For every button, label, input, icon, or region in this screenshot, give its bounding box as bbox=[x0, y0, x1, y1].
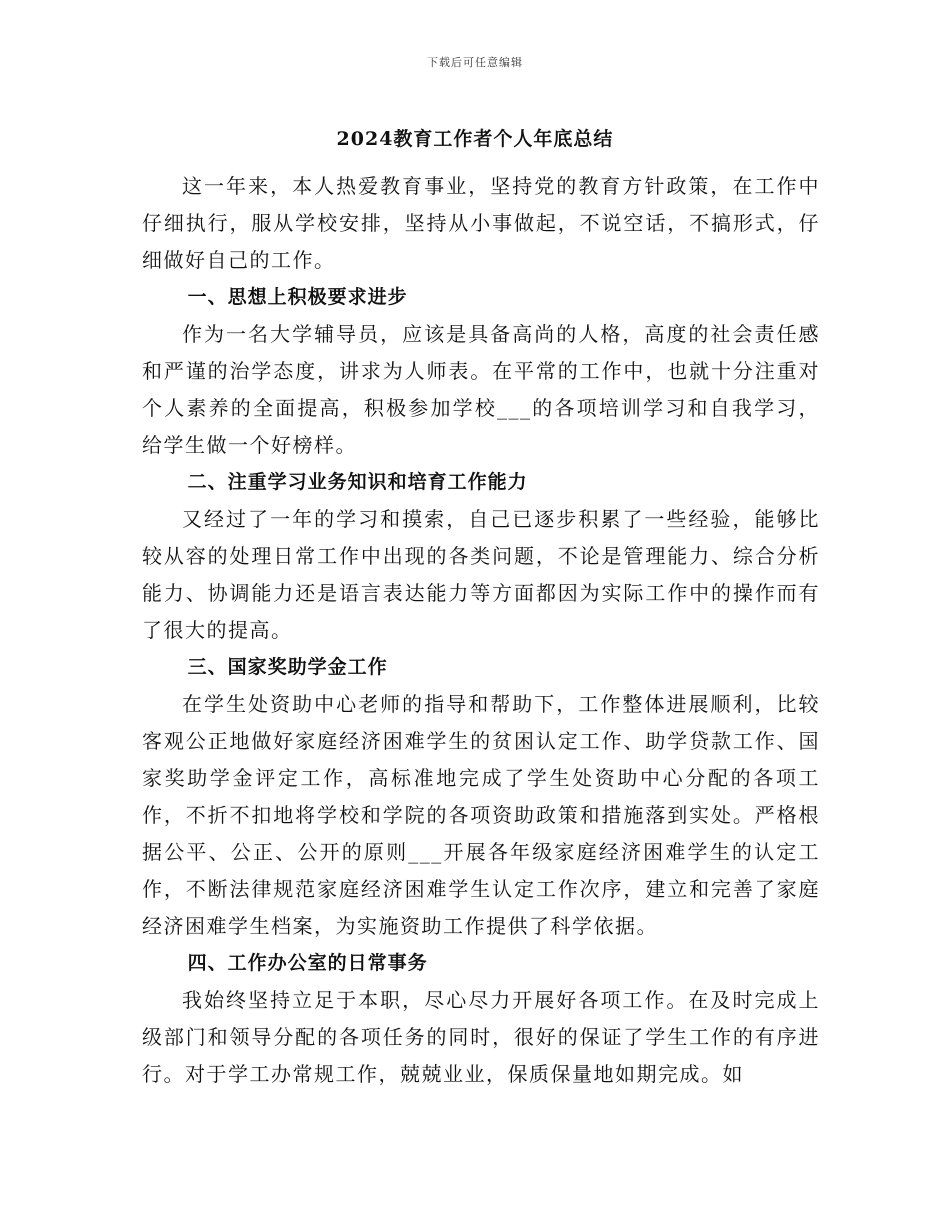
document-title: 2024教育工作者个人年底总结 bbox=[336, 128, 614, 150]
section-heading-3: 三、国家奖助学金工作 bbox=[187, 656, 388, 678]
paragraph-section-1: 作为一名大学辅导员，应该是具备高尚的人格，高度的社会责任感和严谨的治学态度，讲求为人师表。在平常的工作中，也就十分注重对个人素养的全面提高，积极参加学校___的各项培训学习和自我学习，给学生做一个好榜样。 bbox=[142, 322, 820, 457]
paragraph-section-3: 在学生处资助中心老师的指导和帮助下，工作整体进展顺利，比较客观公正地做好家庭经济困难学生的贫困认定工作、助学贷款工作、国家奖助学金评定工作，高标准地完成了学生处资助中心分配的各项工作，不折不扣地将学校和学院的各项资助政策和措施落到实处。严格根据公平、公正、公开的原则___开展各年级家庭经济困难学生的认定工作，不断法律规范家庭经济困难学生认定工作次序，建立和完善了家庭经济困难学生档案，为实施资助工作提供了科学依据。 bbox=[142, 692, 820, 938]
section-heading-1: 一、思想上积极要求进步 bbox=[187, 286, 408, 308]
paragraph-section-4: 我始终坚持立足于本职，尽心尽力开展好各项工作。在及时完成上级部门和领导分配的各项任务的同时，很好的保证了学生工作的有序进行。对于学工办常规工作，兢兢业业，保质保量地如期完成。如 bbox=[142, 988, 820, 1086]
paragraph-section-2: 又经过了一年的学习和摸索，自己已逐步积累了一些经验，能够比较从容的处理日常工作中出现的各类问题，不论是管理能力、综合分析能力、协调能力还是语言表达能力等方面都因为实际工作中的操作而有了很大的提高。 bbox=[142, 507, 820, 642]
section-heading-4: 四、工作办公室的日常事务 bbox=[187, 952, 428, 974]
document-body bbox=[142, 168, 820, 1093]
paragraph-intro: 这一年来，本人热爱教育事业，坚持党的教育方针政策，在工作中仔细执行，服从学校安排，坚持从小事做起，不说空话，不搞形式，仔细做好自己的工作。 bbox=[142, 174, 820, 272]
section-heading-2: 二、注重学习业务知识和培育工作能力 bbox=[187, 471, 528, 493]
header-note: 下载后可任意编辑 bbox=[427, 56, 523, 69]
